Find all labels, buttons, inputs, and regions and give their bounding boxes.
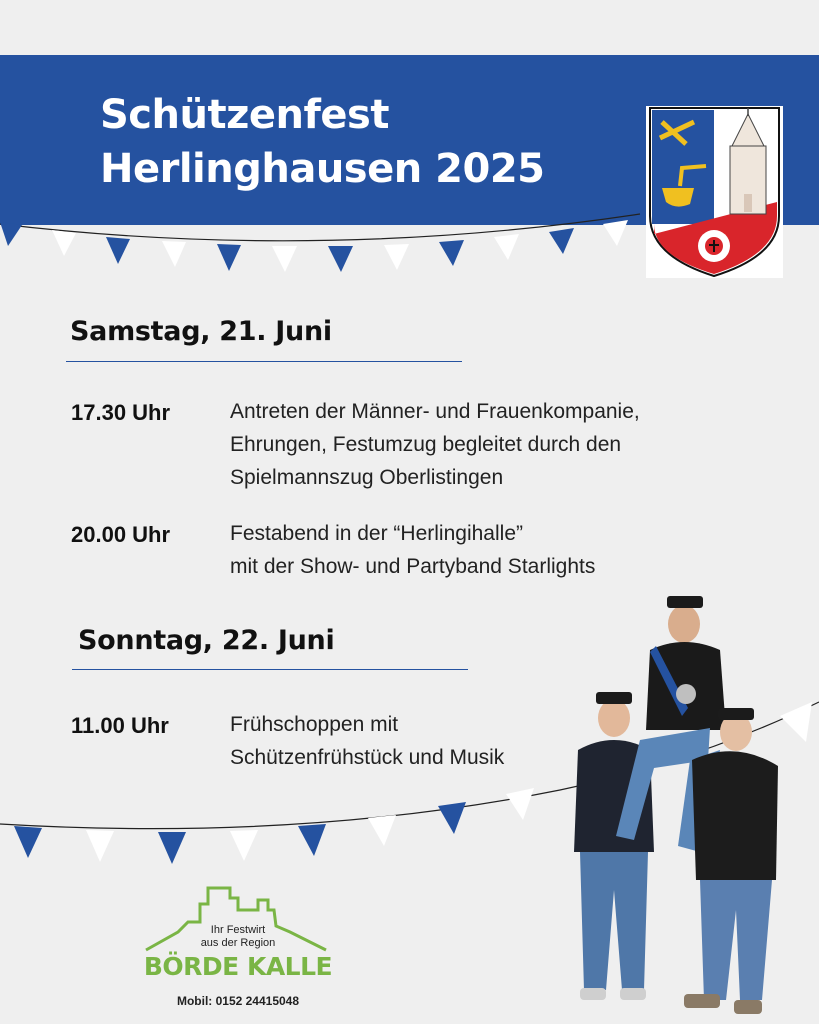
title-line-2: Herlinghausen 2025 [100, 146, 545, 192]
event-description [230, 395, 640, 494]
sponsor-logo [118, 880, 358, 1020]
sponsor-tagline-1: Ihr Festwirt [210, 924, 266, 936]
page-title [100, 88, 544, 196]
coat-of-arms-icon [646, 106, 783, 278]
event-line: Schützenfrühstück und Musik [230, 746, 505, 769]
title-line-1: Schützenfest [100, 92, 389, 138]
event-time: 11.00 Uhr [71, 713, 169, 738]
sponsor-tagline-2: aus der Region [200, 937, 276, 949]
event-description [230, 708, 504, 774]
event-line: Frühschoppen mit [230, 713, 399, 736]
sponsor-phone: Mobil: 0152 24415048 [176, 994, 300, 1008]
event-line: Ehrungen, Festumzug begleitet durch den [230, 433, 622, 456]
day-heading-sunday: Sonntag, 22. Juni [78, 625, 335, 656]
sponsor-name: BÖRDE KALLE [143, 952, 333, 981]
event-line: Festabend in der “Herlingihalle” [230, 522, 523, 545]
event-line: Antreten der Männer- und Frauenkompanie, [230, 400, 640, 423]
event-line: mit der Show- und Partyband Starlights [230, 555, 596, 578]
event-line: Spielmannszug Oberlistingen [230, 466, 504, 489]
event-time: 17.30 Uhr [71, 400, 171, 425]
event-time: 20.00 Uhr [71, 522, 171, 547]
event-description [230, 517, 595, 583]
day-heading-saturday: Samstag, 21. Juni [70, 316, 332, 347]
shooting-club-men-photo [550, 590, 790, 1024]
day-divider [66, 361, 462, 362]
day-divider [72, 669, 468, 670]
